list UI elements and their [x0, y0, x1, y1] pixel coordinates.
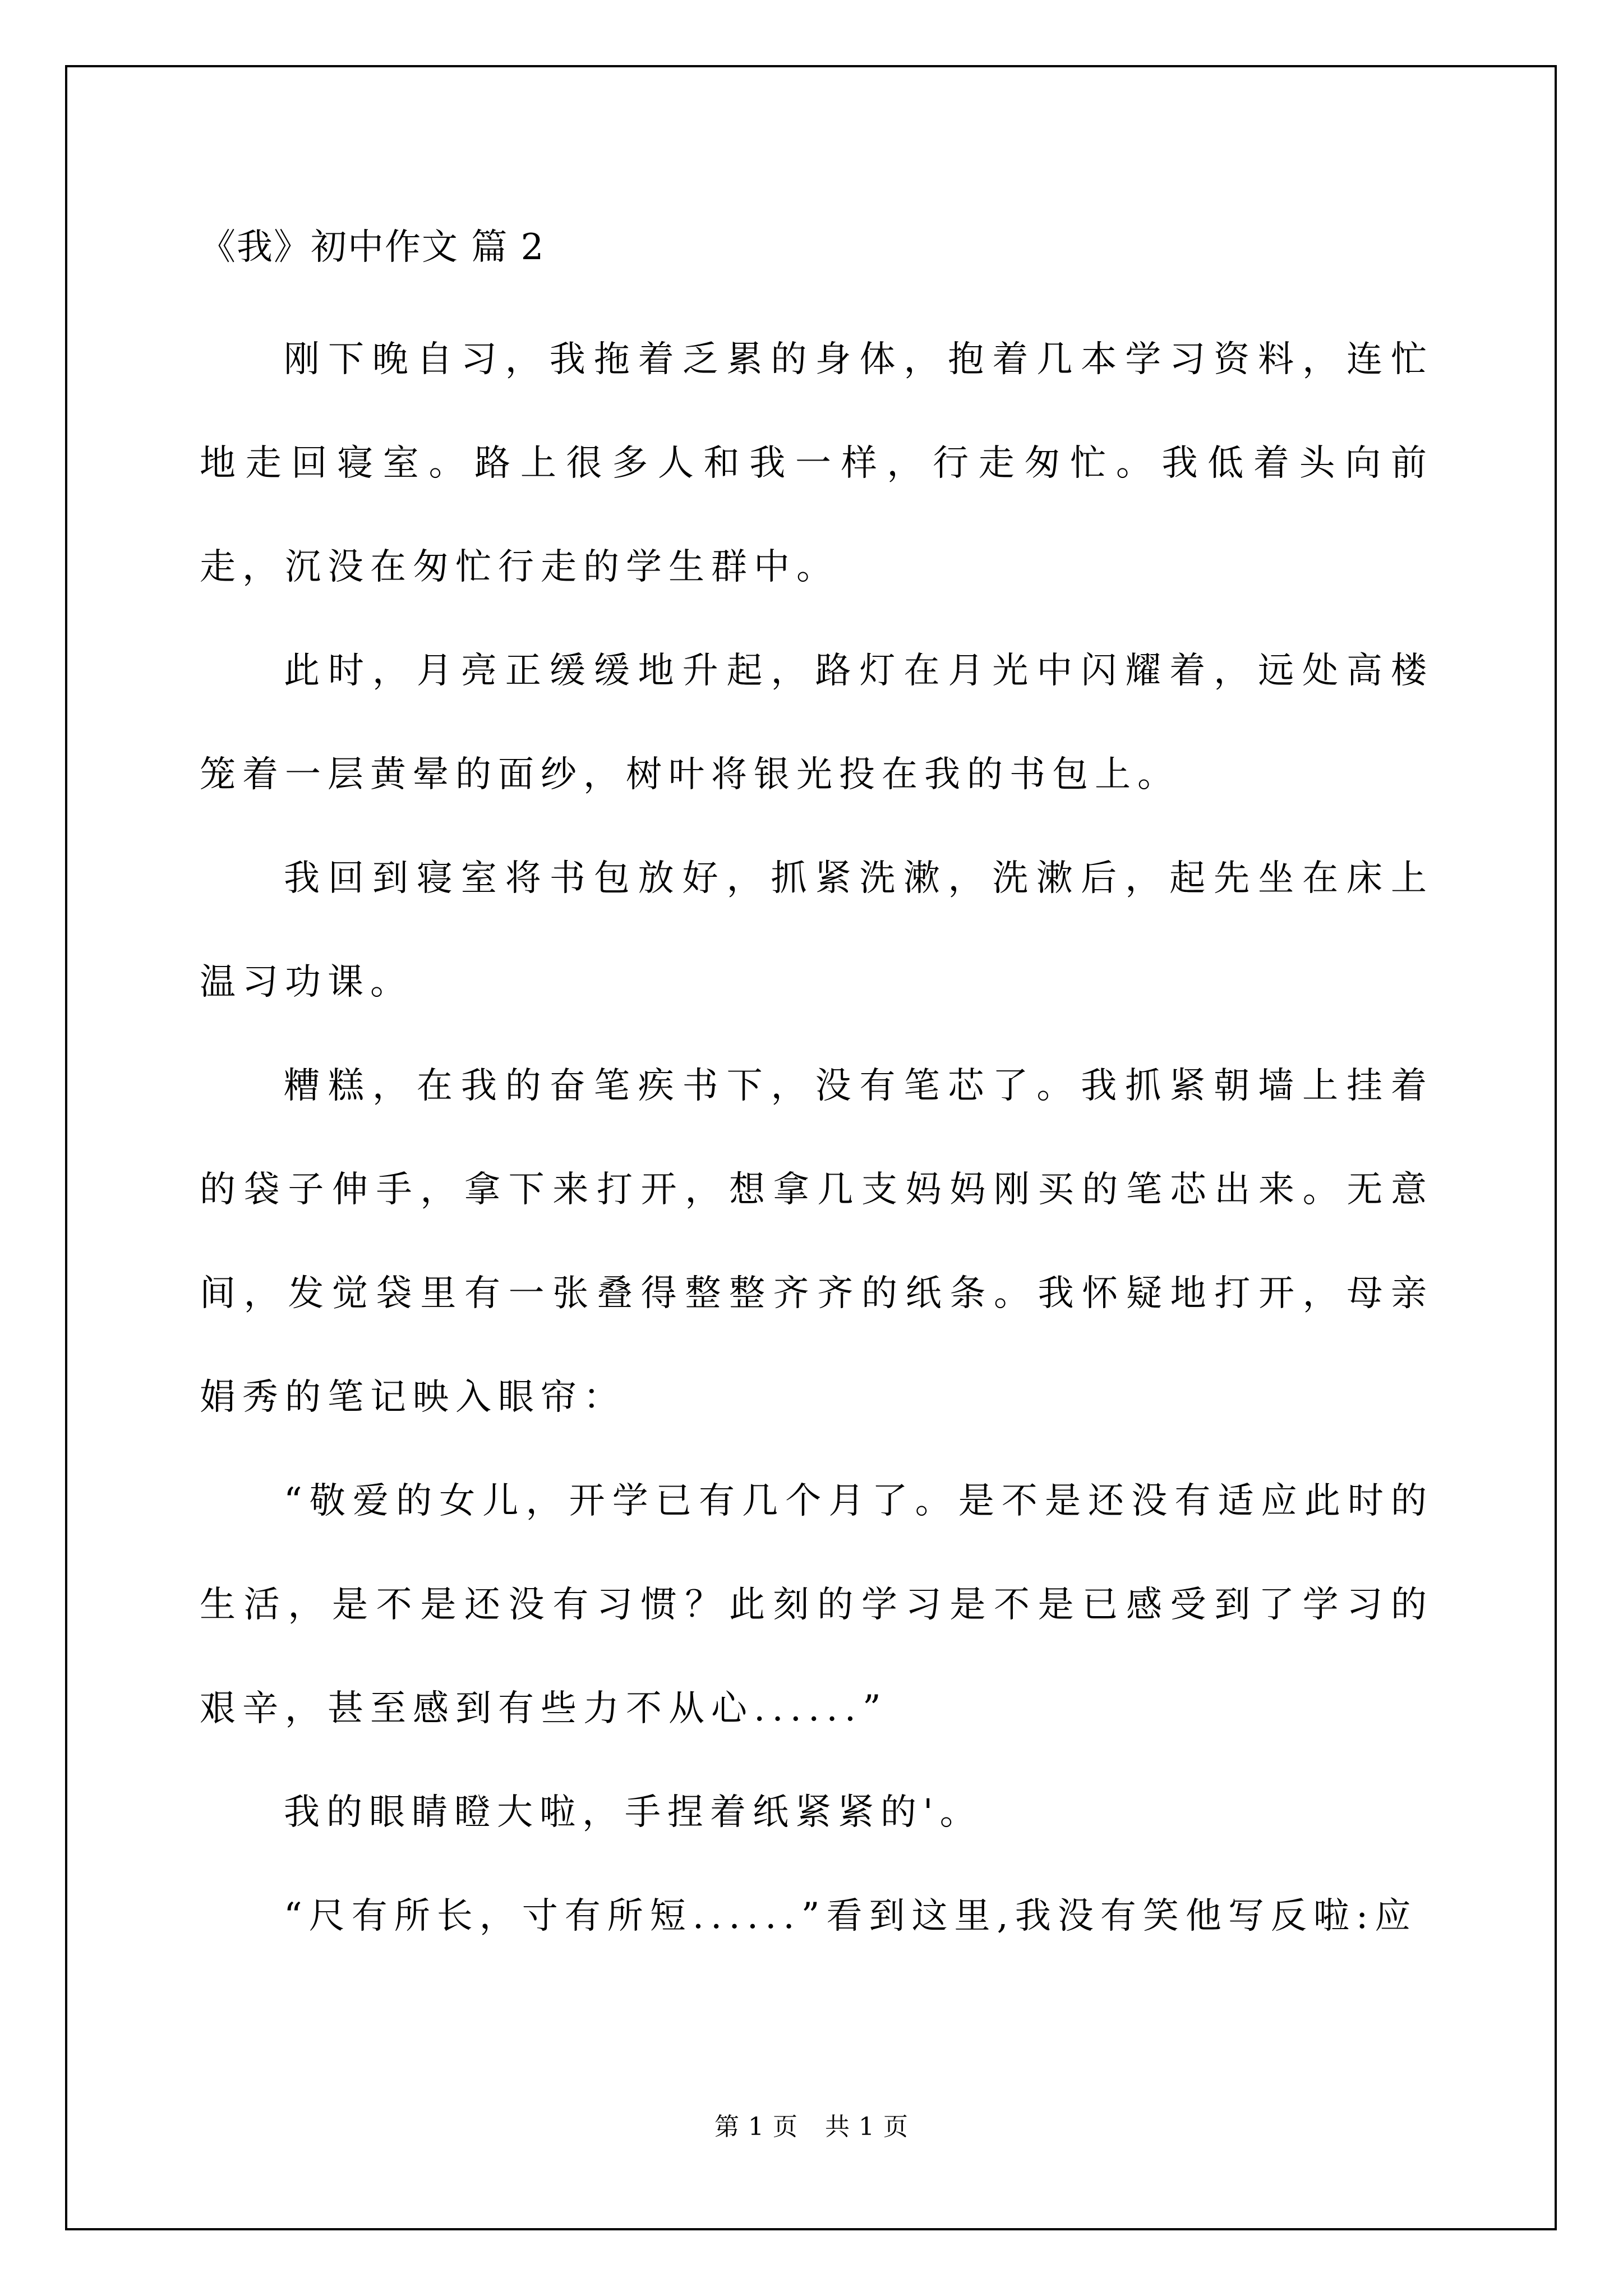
document-title: 《我》初中作文 篇 2 [200, 227, 545, 268]
paragraph: 刚下晚自习，我拖着乏累的身体，抱着几本学习资料，连忙地走回寝室。路上很多人和我一样，行走匆忙。我低着头向前走，沉没在匆忙行走的学生群中。 [200, 339, 1433, 588]
paragraph: “敬爱的女儿，开学已有几个月了。是不是还没有适应此时的生活，是不是还没有习惯？此刻的学习是不是已感受到了学习的艰辛，甚至感到有些力不从心......” [200, 1480, 1433, 1729]
paragraph: “尺有所长，寸有所短......”看到这里,我没有笑他写反啦:应 [284, 1895, 1418, 1937]
page-footer [0, 2110, 1623, 2144]
paragraph: 我的眼睛瞪大啦，手捏着纸紧紧的'。 [284, 1792, 983, 1833]
paragraph: 我回到寝室将书包放好，抓紧洗漱，洗漱后，起先坐在床上温习功课。 [200, 858, 1433, 1003]
page-total: 共 1 页 [825, 2113, 909, 2141]
document-body [200, 222, 1433, 1968]
paragraph: 此时，月亮正缓缓地升起，路灯在月光中闪耀着，远处高楼笼着一层黄晕的面纱，树叶将银光投在我的书包上。 [200, 650, 1433, 795]
page-number: 第 1 页 [714, 2113, 798, 2141]
paragraph-list [200, 308, 1433, 1968]
paragraph: 糟糕，在我的奋笔疾书下，没有笔芯了。我抓紧朝墙上挂着的袋子伸手，拿下来打开，想拿几支妈妈刚买的笔芯出来。无意间，发觉袋里有一张叠得整整齐齐的纸条。我怀疑地打开，母亲娟秀的笔记映入眼帘： [200, 1065, 1433, 1418]
